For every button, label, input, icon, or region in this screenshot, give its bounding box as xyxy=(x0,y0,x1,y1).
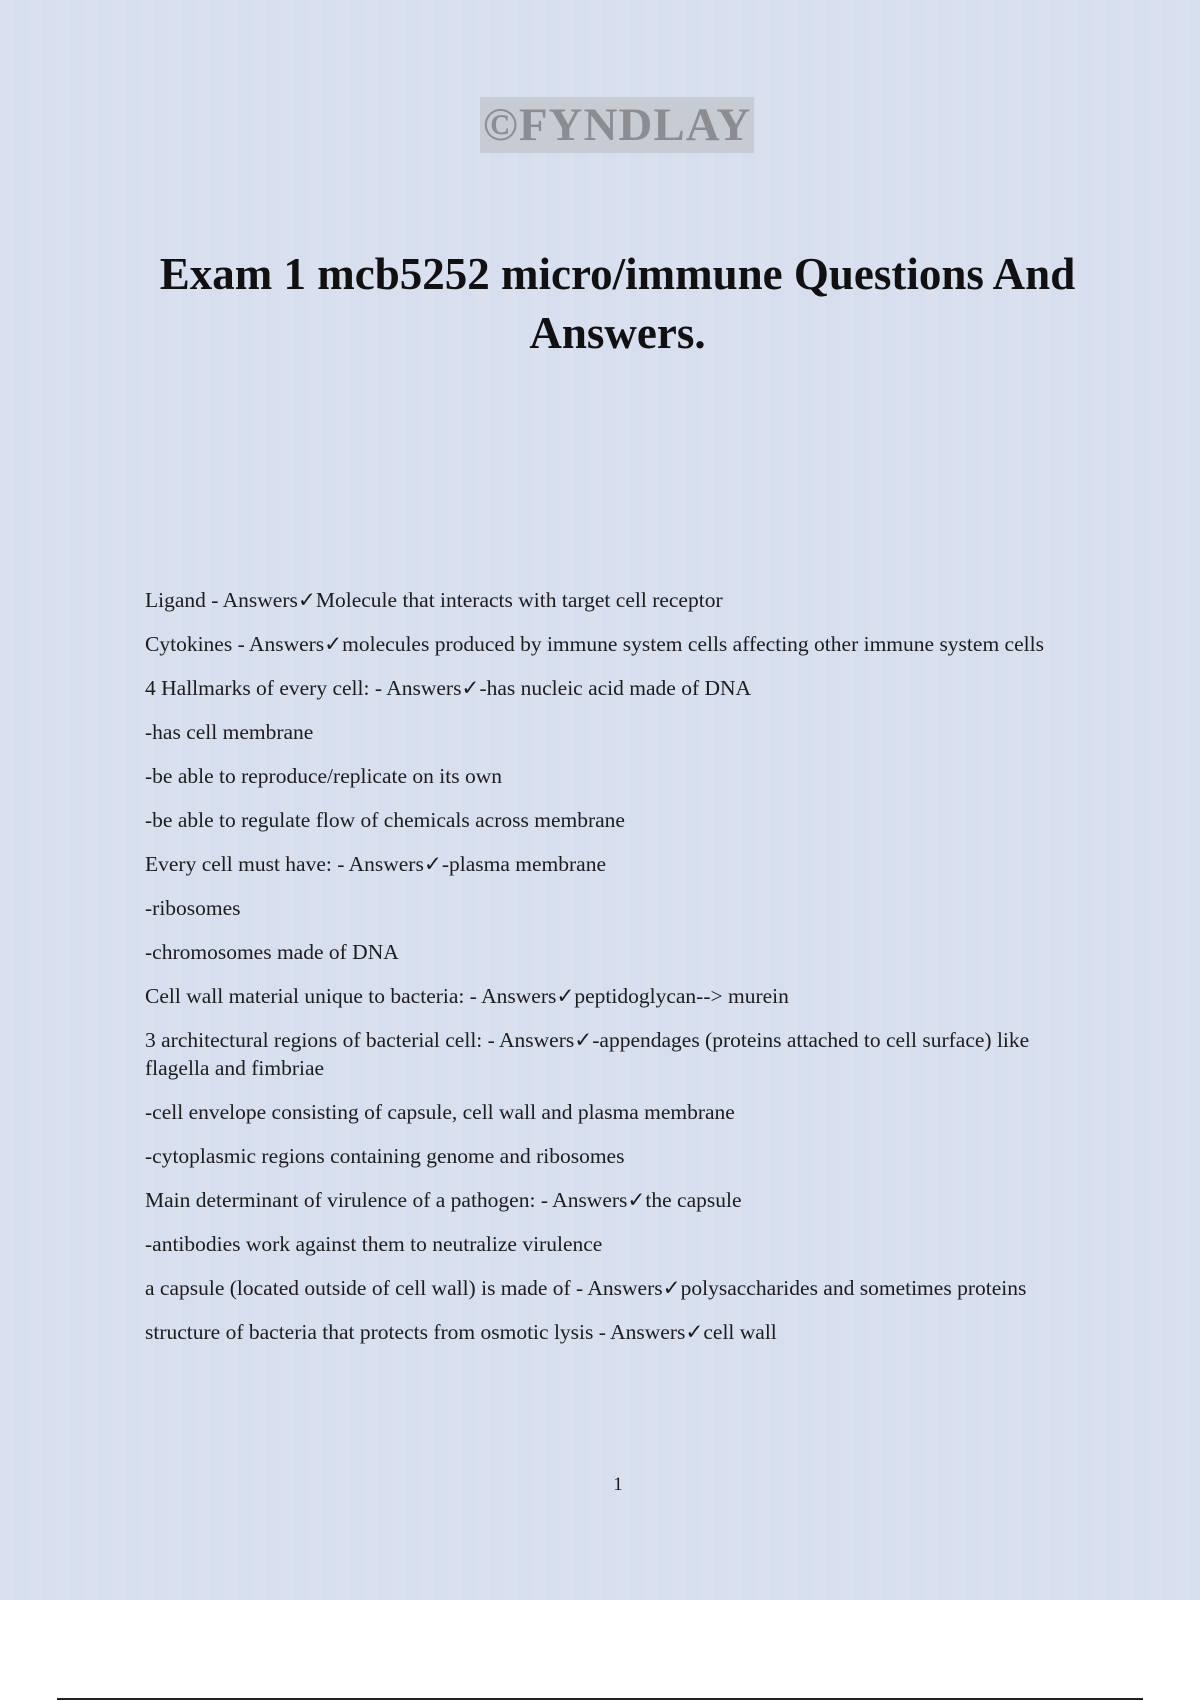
qa-item: -be able to reproduce/replicate on its own xyxy=(145,764,502,788)
qa-item: Ligand - Answers✓Molecule that interacts with target cell receptor xyxy=(145,588,723,612)
watermark: ©FYNDLAY xyxy=(480,97,754,153)
qa-item: Cytokines - Answers✓molecules produced by immune system cells affecting other immune system cells xyxy=(145,632,1044,656)
qa-item: -cell envelope consisting of capsule, cell wall and plasma membrane xyxy=(145,1100,735,1124)
qa-item: -ribosomes xyxy=(145,896,241,920)
qa-item: 3 architectural regions of bacterial cell: - Answers✓-appendages (proteins attached to cell surface) like flagella and fimbriae xyxy=(145,1028,1030,1080)
qa-item: a capsule (located outside of cell wall) is made of - Answers✓polysaccharides and sometimes proteins xyxy=(145,1276,1027,1300)
qa-item: Cell wall material unique to bacteria: - Answers✓peptidoglycan--> murein xyxy=(145,984,789,1008)
qa-list xyxy=(145,586,1070,1362)
page-number: 1 xyxy=(613,1474,623,1495)
qa-item: -chromosomes made of DNA xyxy=(145,940,399,964)
qa-item: -cytoplasmic regions containing genome and ribosomes xyxy=(145,1144,625,1168)
qa-item: structure of bacteria that protects from osmotic lysis - Answers✓cell wall xyxy=(145,1320,777,1344)
qa-item: -antibodies work against them to neutralize virulence xyxy=(145,1232,603,1256)
qa-item: -be able to regulate flow of chemicals across membrane xyxy=(145,808,625,832)
document-title: Exam 1 mcb5252 micro/immune Questions And Answers. xyxy=(159,249,1076,358)
qa-item: Every cell must have: - Answers✓-plasma membrane xyxy=(145,852,607,876)
qa-item: Main determinant of virulence of a pathogen: - Answers✓the capsule xyxy=(145,1188,742,1212)
qa-item: 4 Hallmarks of every cell: - Answers✓-has nucleic acid made of DNA xyxy=(145,676,752,700)
qa-item: -has cell membrane xyxy=(145,720,314,744)
